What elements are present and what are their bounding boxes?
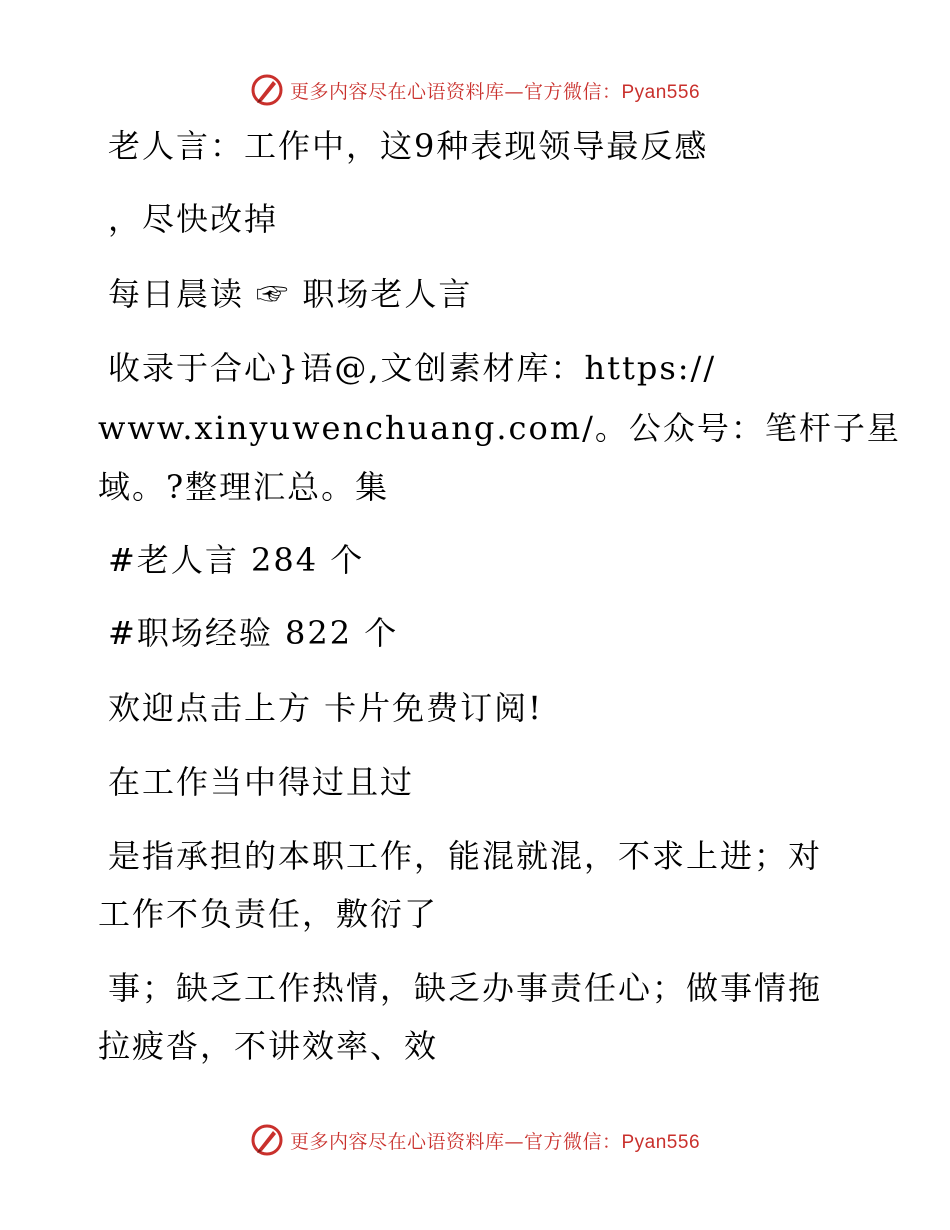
paragraph-2-line-2: 拉疲沓，不讲效率、效	[98, 1027, 439, 1065]
hashtag-line-2: #职场经验 822 个	[108, 614, 399, 652]
paragraph-1-line-1: 是指承担的本职工作，能混就混，不求上进；对	[108, 837, 823, 875]
footer-watermark-banner	[0, 1120, 950, 1160]
header-watermark-text: 更多内容尽在心语资料库—官方微信：Pyan556	[289, 80, 701, 103]
paragraph-2-line-1: 事；缺乏工作热情，缺乏办事责任心；做事情拖	[108, 969, 823, 1007]
morning-reading-line: 每日晨读 ☞ 职场老人言	[108, 275, 473, 313]
quill-pen-logo-icon	[250, 1123, 284, 1157]
header-wechat-id: Pyan556	[621, 81, 701, 103]
source-line-2: www.xinyuwenchuang.com/。公众号：笔杆子星	[98, 409, 901, 447]
section-heading: 在工作当中得过且过	[108, 763, 415, 801]
footer-wechat-id: Pyan556	[621, 1131, 701, 1153]
subscribe-line: 欢迎点击上方 卡片免费订阅!	[108, 689, 544, 727]
header-watermark-banner	[0, 70, 950, 110]
paragraph-1-line-2: 工作不负责任，敷衍了	[98, 895, 439, 933]
hashtag-line-1: #老人言 284 个	[108, 541, 365, 579]
title-line-1: 老人言：工作中，这9种表现领导最反感	[108, 127, 709, 165]
quill-pen-logo-icon	[250, 73, 284, 107]
source-line-1: 收录于合心}语@,文创素材库：https://	[108, 349, 717, 387]
footer-watermark-text: 更多内容尽在心语资料库—官方微信：Pyan556	[289, 1130, 701, 1153]
source-line-3: 域。?整理汇总。集	[98, 468, 390, 506]
title-line-2: ，尽快改掉	[108, 200, 279, 238]
